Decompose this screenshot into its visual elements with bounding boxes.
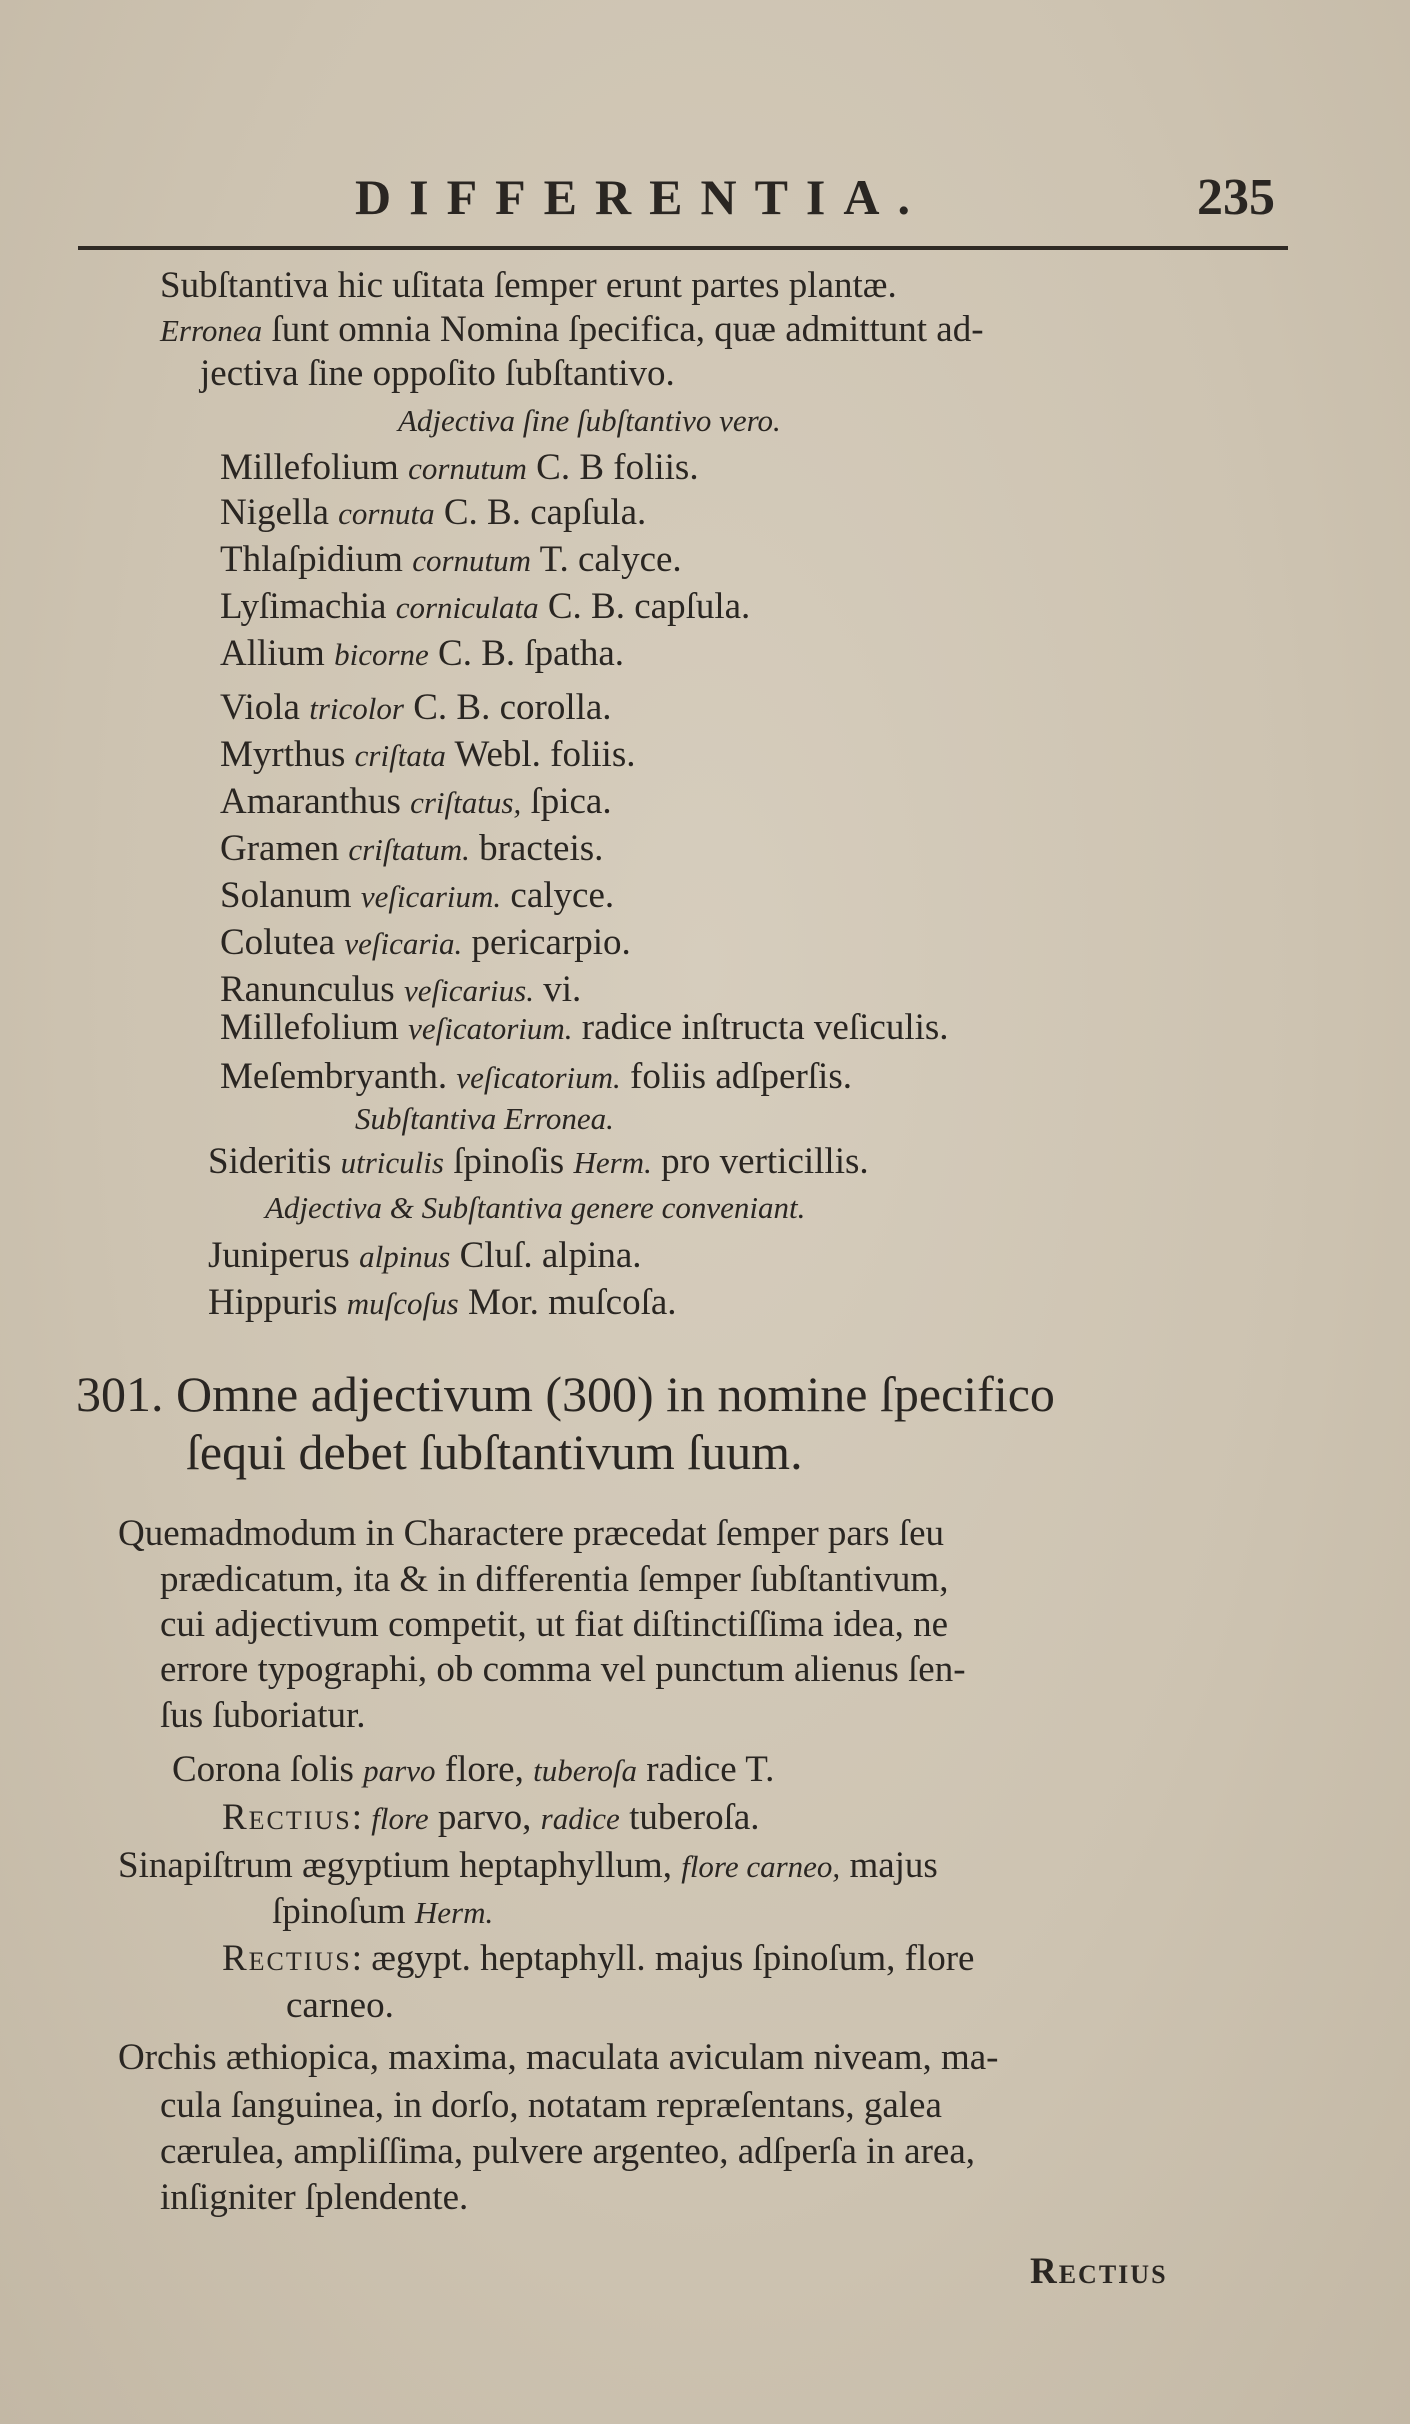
example-line: Rectius: ægypt. heptaphyll. majus ſpinoſum, flore <box>222 1938 975 1979</box>
text-line: Erronea ſunt omnia Nomina ſpecifica, quæ admittunt ad- <box>160 309 984 350</box>
example-line: Solanum veſicarium. calyce. <box>220 875 615 916</box>
header-rule <box>78 246 1288 250</box>
example-line: Meſembryanth. veſicatorium. foliis adſperſis. <box>220 1056 852 1097</box>
text-line: errore typographi, ob comma vel punctum alienus ſen- <box>160 1649 966 1690</box>
text-line: Subſtantiva hic uſitata ſemper erunt partes plantæ. <box>160 265 897 306</box>
example-line: Lyſimachia corniculata C. B. capſula. <box>220 586 751 627</box>
example-line: Gramen criſtatum. bracteis. <box>220 828 604 869</box>
running-header <box>355 168 1275 238</box>
text-line: cærulea, ampliſſima, pulvere argenteo, adſperſa in area, <box>160 2131 976 2172</box>
aphorism-heading: 301. Omne adjectivum (300) in nomine ſpecifico <box>76 1366 1055 1422</box>
example-line: Hippuris muſcoſus Mor. muſcoſa. <box>208 1282 677 1323</box>
text-line: ſus ſuboriatur. <box>160 1695 366 1736</box>
subheading: Adjectiva & Subſtantiva genere conveniant. <box>265 1190 806 1225</box>
example-line: Amaranthus criſtatus, ſpica. <box>220 781 612 822</box>
example-line: Viola tricolor C. B. corolla. <box>220 687 612 728</box>
text-line: Orchis æthiopica, maxima, maculata aviculam niveam, ma- <box>118 2037 999 2078</box>
page-number: 235 <box>1197 169 1275 226</box>
example-line: Rectius: flore parvo, radice tuberoſa. <box>222 1797 760 1838</box>
catchword: Rectius <box>1030 2251 1168 2292</box>
subheading: Subſtantiva Erronea. <box>355 1101 614 1136</box>
example-line: Nigella cornuta C. B. capſula. <box>220 492 647 533</box>
text-line: Quemadmodum in Charactere præcedat ſemper pars ſeu <box>118 1513 945 1554</box>
example-line: Sideritis utriculis ſpinoſis Herm. pro verticillis. <box>208 1141 869 1182</box>
example-line: Corona ſolis parvo flore, tuberoſa radice T. <box>172 1749 775 1790</box>
example-line: Juniperus alpinus Cluſ. alpina. <box>208 1235 642 1276</box>
example-line: Ranunculus veſicarius. vi. <box>220 969 582 1010</box>
example-line: Millefolium cornutum C. B foliis. <box>220 447 699 488</box>
text-line: cula ſanguinea, in dorſo, notatam repræſentans, galea <box>160 2085 942 2126</box>
example-line: Thlaſpidium cornutum T. calyce. <box>220 539 682 580</box>
text-line: jectiva ſine oppoſito ſubſtantivo. <box>200 353 675 394</box>
aphorism-heading: ſequi debet ſubſtantivum ſuum. <box>186 1424 803 1480</box>
example-line: Myrthus criſtata Webl. foliis. <box>220 734 636 775</box>
example-line: ſpinoſum Herm. <box>272 1891 494 1932</box>
text-line: cui adjectivum competit, ut fiat diſtinctiſſima idea, ne <box>160 1604 949 1645</box>
running-title: DIFFERENTIA. <box>355 169 928 225</box>
example-line: Millefolium veſicatorium. radice inſtructa veſiculis. <box>220 1007 949 1048</box>
text-line: inſigniter ſplendente. <box>160 2177 469 2218</box>
example-line: Sinapiſtrum ægyptium heptaphyllum, flore carneo, majus <box>118 1845 938 1886</box>
text-line: prædicatum, ita & in differentia ſemper ſubſtantivum, <box>160 1559 949 1600</box>
example-line: Colutea veſicaria. pericarpio. <box>220 922 631 963</box>
subheading: Adjectiva ſine ſubſtantivo vero. <box>398 403 781 438</box>
example-line: carneo. <box>286 1985 394 2026</box>
example-line: Allium bicorne C. B. ſpatha. <box>220 633 625 674</box>
